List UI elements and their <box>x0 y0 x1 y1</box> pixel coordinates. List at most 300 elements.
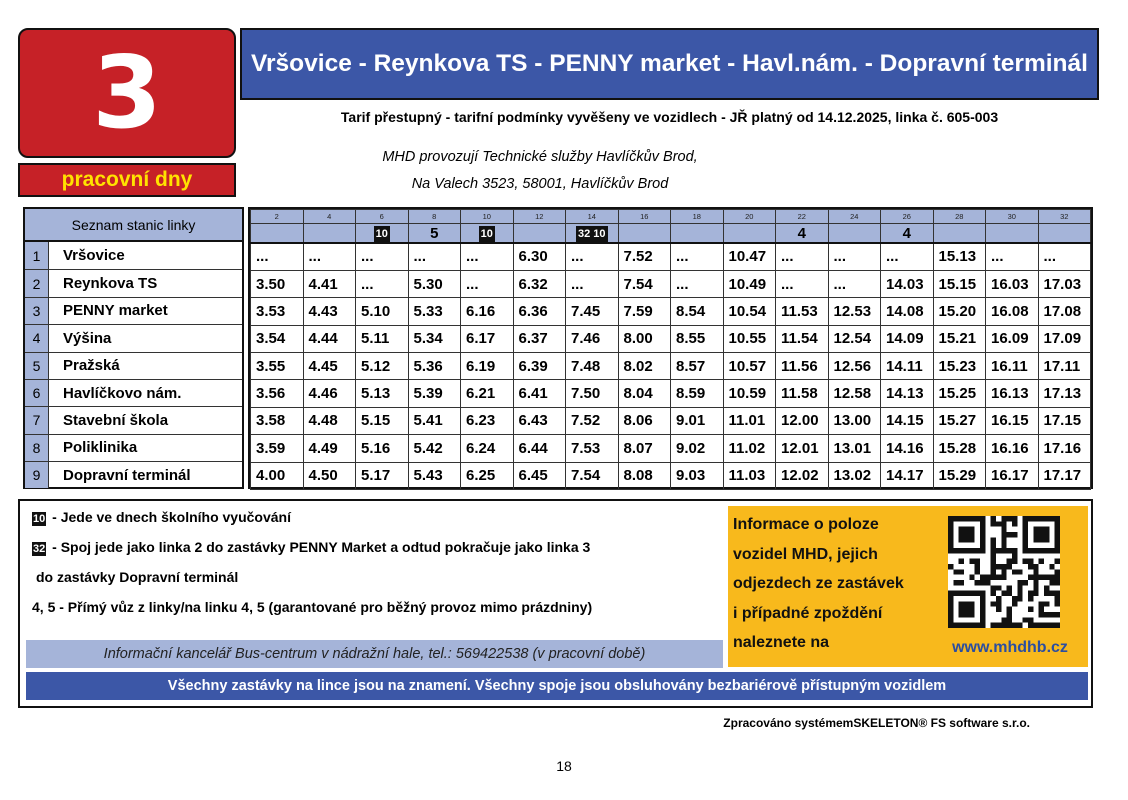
qr-module <box>975 569 980 574</box>
departure-time: 6.39 <box>513 353 566 380</box>
departure-time: 9.01 <box>671 407 724 434</box>
departure-time: ... <box>671 270 724 297</box>
qr-module <box>1055 596 1060 601</box>
departure-time: 17.09 <box>1038 325 1091 352</box>
qr-module <box>1044 575 1049 580</box>
qr-module <box>991 575 996 580</box>
qr-module <box>1039 607 1044 612</box>
departure-time: 7.54 <box>618 270 671 297</box>
departure-time: 10.57 <box>723 353 776 380</box>
qr-module <box>1028 607 1033 612</box>
station-row <box>25 434 242 461</box>
departure-time: 10.54 <box>723 298 776 325</box>
departure-time: 4.43 <box>303 298 356 325</box>
departure-time: 11.02 <box>723 435 776 462</box>
qr-module <box>1017 591 1022 596</box>
departure-time: 3.50 <box>251 270 304 297</box>
departure-time: 3.54 <box>251 325 304 352</box>
trip-note-cell <box>828 224 881 244</box>
qr-module <box>1007 612 1012 617</box>
departure-time: 6.45 <box>513 462 566 489</box>
departure-time: 8.57 <box>671 353 724 380</box>
departure-time: 5.15 <box>356 407 409 434</box>
departure-time: 7.54 <box>566 462 619 489</box>
connection-number: 30 <box>986 210 1039 224</box>
qr-module <box>969 575 974 580</box>
qr-module <box>1055 612 1060 617</box>
qr-module <box>1007 559 1012 564</box>
departure-time: 5.30 <box>408 270 461 297</box>
qr-module <box>1001 537 1006 542</box>
departure-time: 10.59 <box>723 380 776 407</box>
connection-number: 24 <box>828 210 881 224</box>
trip-note-cell <box>356 224 409 244</box>
qr-module <box>991 623 996 628</box>
qr-module <box>1012 532 1017 537</box>
station-name: Výšina <box>63 329 112 347</box>
station-number: 4 <box>25 325 49 351</box>
legend-through-service <box>32 539 590 556</box>
trip-note-cell <box>251 224 304 244</box>
qr-module <box>959 569 964 574</box>
trip-note-cell <box>933 224 986 244</box>
departure-time: ... <box>408 243 461 270</box>
departure-time: 4.48 <box>303 407 356 434</box>
connection-number: 2 <box>251 210 304 224</box>
departure-row <box>251 298 1091 325</box>
qr-module <box>1001 575 1006 580</box>
qr-module <box>1055 591 1060 596</box>
departure-time: 16.11 <box>986 353 1039 380</box>
qr-module <box>1023 559 1028 564</box>
qr-module <box>1039 559 1044 564</box>
departure-time: 16.16 <box>986 435 1039 462</box>
departure-time: 14.17 <box>881 462 934 489</box>
departure-time: 14.09 <box>881 325 934 352</box>
station-number: 9 <box>25 462 49 488</box>
qr-module <box>991 553 996 558</box>
departure-time: ... <box>776 270 829 297</box>
qr-module <box>1012 569 1017 574</box>
station-number: 1 <box>25 242 49 269</box>
qr-module <box>991 601 996 606</box>
connection-number-row <box>251 210 1091 224</box>
departure-time: 3.56 <box>251 380 304 407</box>
trip-note-cell <box>881 224 934 244</box>
realtime-info-text <box>733 510 943 658</box>
qr-module <box>1028 591 1033 596</box>
departure-time: 11.56 <box>776 353 829 380</box>
departure-time: 10.47 <box>723 243 776 270</box>
qr-module <box>1028 564 1033 569</box>
qr-module <box>1044 601 1049 606</box>
connection-number: 26 <box>881 210 934 224</box>
legend-school-days <box>32 509 291 526</box>
qr-module <box>1017 585 1022 590</box>
departure-time: 17.13 <box>1038 380 1091 407</box>
station-name: Havlíčkovo nám. <box>63 384 182 402</box>
departure-time: 8.06 <box>618 407 671 434</box>
departure-time: 6.25 <box>461 462 514 489</box>
departure-time: 6.32 <box>513 270 566 297</box>
qr-module <box>1012 548 1017 553</box>
station-name: Pražská <box>63 357 120 375</box>
departure-row <box>251 243 1091 270</box>
departure-time: 15.20 <box>933 298 986 325</box>
departure-time: 15.28 <box>933 435 986 462</box>
departure-time: 12.00 <box>776 407 829 434</box>
departure-row <box>251 380 1091 407</box>
qr-module <box>1001 617 1006 622</box>
operator-line-2: Na Valech 3523, 58001, Havlíčkův Brod <box>411 176 669 192</box>
departure-time: 16.15 <box>986 407 1039 434</box>
qr-module <box>1007 623 1012 628</box>
departure-time: 7.59 <box>618 298 671 325</box>
info-line: naleznete na <box>733 634 830 651</box>
qr-module <box>975 580 980 585</box>
departure-time: 8.04 <box>618 380 671 407</box>
qr-module <box>1017 569 1022 574</box>
trip-note-cell <box>671 224 724 244</box>
qr-code-icon[interactable] <box>948 516 1060 628</box>
trip-note-symbol: 10 <box>480 228 493 240</box>
qr-module <box>1007 548 1012 553</box>
departure-time: 5.11 <box>356 325 409 352</box>
departure-time: 10.55 <box>723 325 776 352</box>
departure-time: 11.54 <box>776 325 829 352</box>
trip-note-symbol: 10 <box>375 228 388 240</box>
departure-time: 3.58 <box>251 407 304 434</box>
departure-time: 5.12 <box>356 353 409 380</box>
qr-module <box>1049 564 1054 569</box>
departure-time: 11.53 <box>776 298 829 325</box>
station-row <box>25 297 242 324</box>
connection-number: 22 <box>776 210 829 224</box>
qr-module <box>1023 580 1028 585</box>
software-credit: Zpracováno systémemSKELETON® FS software s.r.o. <box>723 716 1030 730</box>
departure-time: 8.59 <box>671 380 724 407</box>
departure-time: 8.55 <box>671 325 724 352</box>
departure-time: 12.56 <box>828 353 881 380</box>
qr-module <box>1012 521 1017 526</box>
line-number-badge: 3 <box>18 28 236 158</box>
qr-module <box>1023 617 1028 622</box>
qr-module <box>1055 601 1060 606</box>
info-office: Informační kancelář Bus-centrum v nádražní hale, tel.: 569422538 (v pracovní době) <box>26 640 723 668</box>
departure-time: 17.03 <box>1038 270 1091 297</box>
page-number: 18 <box>556 758 572 774</box>
info-line: i případné zpoždění <box>733 604 883 622</box>
qr-module <box>1044 612 1049 617</box>
station-number: 7 <box>25 407 49 433</box>
trip-note-cell <box>723 224 776 244</box>
trip-note-cell <box>461 224 514 244</box>
connection-number: 6 <box>356 210 409 224</box>
qr-module <box>1055 559 1060 564</box>
qr-module <box>1039 612 1044 617</box>
departure-time: 17.11 <box>1038 353 1091 380</box>
qr-module <box>1049 612 1054 617</box>
qr-module <box>959 527 975 543</box>
departure-time: 6.41 <box>513 380 566 407</box>
departure-time: 4.50 <box>303 462 356 489</box>
qr-module <box>1001 548 1006 553</box>
connection-number: 8 <box>408 210 461 224</box>
qr-module <box>1012 559 1017 564</box>
qr-module <box>1055 575 1060 580</box>
qr-module <box>1039 601 1044 606</box>
departure-time: 3.59 <box>251 435 304 462</box>
departure-row <box>251 270 1091 297</box>
info-url-link[interactable]: www.mhdhb.cz <box>952 639 1068 656</box>
legend-text-1: - Jede ve dnech školního vyučování <box>52 509 291 525</box>
departures-body <box>251 210 1091 490</box>
qr-module <box>991 543 996 548</box>
departure-time: 9.03 <box>671 462 724 489</box>
station-name: Vršovice <box>63 247 125 265</box>
qr-module <box>1017 596 1022 601</box>
trip-note-cell <box>776 224 829 244</box>
qr-module <box>975 564 980 569</box>
qr-module <box>969 559 974 564</box>
qr-module <box>1044 585 1049 590</box>
realtime-info-box <box>728 506 1088 667</box>
qr-module <box>953 569 958 574</box>
qr-module <box>1044 623 1049 628</box>
departure-time: 4.49 <box>303 435 356 462</box>
qr-module <box>996 575 1001 580</box>
departure-time: 12.01 <box>776 435 829 462</box>
qr-module <box>996 564 1001 569</box>
qr-module <box>1033 580 1038 585</box>
qr-module <box>1001 569 1006 574</box>
qr-module <box>991 569 996 574</box>
departure-time: 14.13 <box>881 380 934 407</box>
departure-time: 8.07 <box>618 435 671 462</box>
legend-panel <box>18 499 1093 708</box>
departure-time: 15.29 <box>933 462 986 489</box>
qr-module <box>1007 516 1012 521</box>
departure-time: 11.58 <box>776 380 829 407</box>
departure-time: 6.44 <box>513 435 566 462</box>
departure-time: 7.46 <box>566 325 619 352</box>
departure-time: ... <box>986 243 1039 270</box>
connection-number: 32 <box>1038 210 1091 224</box>
departure-time: 7.52 <box>566 407 619 434</box>
station-row <box>25 324 242 351</box>
connection-number: 18 <box>671 210 724 224</box>
qr-module <box>991 585 996 590</box>
departure-time: 5.34 <box>408 325 461 352</box>
qr-module <box>991 548 996 553</box>
departure-row <box>251 407 1091 434</box>
connection-number: 16 <box>618 210 671 224</box>
departure-time: 6.37 <box>513 325 566 352</box>
legend-text-3: do zastávky Dopravní terminál <box>36 569 239 585</box>
info-line: Informace o poloze <box>733 516 879 533</box>
route-title: Vršovice - Reynkova TS - PENNY market - Havl.nám. - Dopravní terminál <box>240 28 1099 100</box>
departure-time: 13.01 <box>828 435 881 462</box>
qr-module <box>991 559 996 564</box>
departure-time: 6.43 <box>513 407 566 434</box>
qr-module <box>1012 553 1017 558</box>
legend-text-2: - Spoj jede jako linka 2 do zastávky PENNY Market a odtud pokračuje jako linka 3 <box>52 539 591 555</box>
qr-module <box>991 591 996 596</box>
operator-info <box>240 144 840 198</box>
departure-time: 4.00 <box>251 462 304 489</box>
departure-time: ... <box>776 243 829 270</box>
departure-time: 7.50 <box>566 380 619 407</box>
departure-time: 7.53 <box>566 435 619 462</box>
departure-time: 6.21 <box>461 380 514 407</box>
departure-time: 10.49 <box>723 270 776 297</box>
departure-time: 7.48 <box>566 353 619 380</box>
station-number: 2 <box>25 270 49 296</box>
departure-time: 8.08 <box>618 462 671 489</box>
departure-time: ... <box>303 243 356 270</box>
qr-module <box>991 516 996 521</box>
departure-time: 14.08 <box>881 298 934 325</box>
departure-time: 14.15 <box>881 407 934 434</box>
qr-module <box>1012 601 1017 606</box>
departure-time: 8.00 <box>618 325 671 352</box>
trip-note-cell <box>566 224 619 244</box>
trip-note-text: 4 <box>797 224 806 242</box>
departure-time: 7.52 <box>618 243 671 270</box>
connection-number: 14 <box>566 210 619 224</box>
departure-time: 6.30 <box>513 243 566 270</box>
school-days-symbol: 10 <box>33 513 46 525</box>
qr-module <box>1044 591 1049 596</box>
qr-module <box>948 564 953 569</box>
station-row <box>25 242 242 269</box>
departure-time: 5.16 <box>356 435 409 462</box>
departure-time: ... <box>828 270 881 297</box>
qr-module <box>1007 591 1012 596</box>
qr-module <box>1012 623 1017 628</box>
qr-module <box>1028 596 1033 601</box>
qr-module <box>1033 575 1038 580</box>
departure-time: 15.27 <box>933 407 986 434</box>
departure-time: 5.43 <box>408 462 461 489</box>
departure-row <box>251 435 1091 462</box>
departure-time: ... <box>251 243 304 270</box>
trip-note-cell <box>513 224 566 244</box>
qr-module <box>1055 569 1060 574</box>
departure-time: 6.36 <box>513 298 566 325</box>
qr-module <box>980 580 985 585</box>
departure-time: 5.13 <box>356 380 409 407</box>
departure-time: ... <box>671 243 724 270</box>
departure-time: ... <box>356 243 409 270</box>
qr-module <box>1001 623 1006 628</box>
departure-time: 15.21 <box>933 325 986 352</box>
qr-module <box>996 521 1001 526</box>
qr-module <box>1039 623 1044 628</box>
trip-note-symbol: 32 10 <box>577 228 606 240</box>
qr-module <box>1017 580 1022 585</box>
qr-module <box>1001 527 1006 532</box>
departure-time: 4.45 <box>303 353 356 380</box>
departures-grid <box>250 209 1091 490</box>
departure-time: ... <box>881 243 934 270</box>
qr-module <box>1001 532 1006 537</box>
departure-time: 6.16 <box>461 298 514 325</box>
departure-time: 12.58 <box>828 380 881 407</box>
qr-module <box>1049 575 1054 580</box>
departure-time: 8.54 <box>671 298 724 325</box>
qr-module <box>1001 564 1006 569</box>
departure-time: 14.03 <box>881 270 934 297</box>
days-label: pracovní dny <box>18 163 236 197</box>
qr-module <box>1033 585 1038 590</box>
departure-time: 14.11 <box>881 353 934 380</box>
trip-note-cell <box>408 224 461 244</box>
departure-time: ... <box>828 243 881 270</box>
qr-module <box>991 537 996 542</box>
qr-module <box>996 601 1001 606</box>
qr-module <box>1001 591 1006 596</box>
qr-module <box>1055 580 1060 585</box>
trip-note-cell <box>1038 224 1091 244</box>
departure-time: 13.00 <box>828 407 881 434</box>
departure-time: 11.03 <box>723 462 776 489</box>
departure-time: 8.02 <box>618 353 671 380</box>
qr-module <box>953 580 958 585</box>
qr-module <box>985 580 990 585</box>
trip-note-cell <box>986 224 1039 244</box>
departure-time: ... <box>566 243 619 270</box>
qr-module <box>1007 607 1012 612</box>
qr-module <box>1033 569 1038 574</box>
qr-module <box>1012 596 1017 601</box>
qr-module <box>996 548 1001 553</box>
departure-time: 4.44 <box>303 325 356 352</box>
departure-time: 15.13 <box>933 243 986 270</box>
qr-module <box>980 575 985 580</box>
station-number: 5 <box>25 353 49 379</box>
station-name: Dopravní terminál <box>63 466 191 484</box>
departure-time: 11.01 <box>723 407 776 434</box>
connection-number: 28 <box>933 210 986 224</box>
qr-module <box>996 607 1001 612</box>
connection-number: 4 <box>303 210 356 224</box>
departure-time: 3.53 <box>251 298 304 325</box>
qr-module <box>1012 516 1017 521</box>
departure-time: 5.42 <box>408 435 461 462</box>
tariff-info: Tarif přestupný - tarifní podmínky vyvěšeny ve vozidlech - JŘ platný od 14.12.2025, linka č. 605-003 <box>340 109 999 125</box>
station-row <box>25 461 242 488</box>
qr-module <box>1028 575 1033 580</box>
qr-module <box>1007 617 1012 622</box>
departure-time: 5.41 <box>408 407 461 434</box>
station-number: 6 <box>25 380 49 406</box>
departures-table <box>248 207 1093 489</box>
departure-time: ... <box>1038 243 1091 270</box>
qr-module <box>1033 564 1038 569</box>
departure-time: 4.46 <box>303 380 356 407</box>
departure-time: 12.54 <box>828 325 881 352</box>
stations-table <box>23 207 244 489</box>
qr-module <box>1033 527 1049 543</box>
departure-time: 14.16 <box>881 435 934 462</box>
station-row <box>25 269 242 296</box>
departure-time: 16.09 <box>986 325 1039 352</box>
station-name: PENNY market <box>63 302 168 320</box>
qr-module <box>991 521 996 526</box>
qr-module <box>996 596 1001 601</box>
qr-module <box>985 575 990 580</box>
